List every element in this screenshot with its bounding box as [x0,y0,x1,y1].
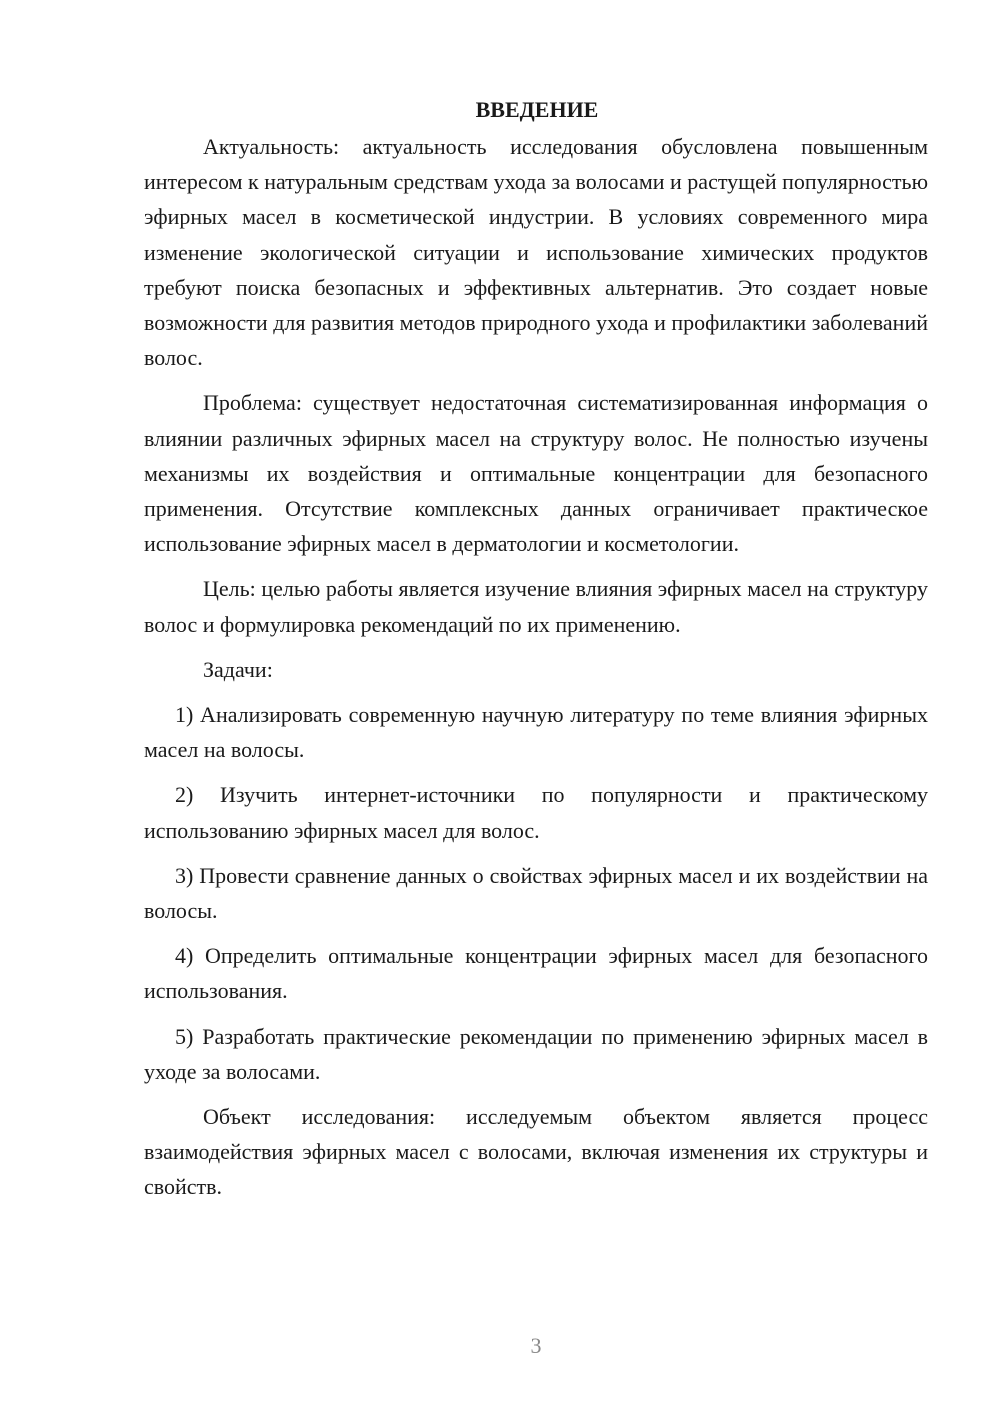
task-item-4: 4) Определить оптимальные концентрации эфирных масел для безопасного использования. [144,943,928,1004]
document-page [144,92,928,1215]
object-paragraph: Объект исследования: исследуемым объектом является процесс взаимодействия эфирных масел с волосами, включая изменения их структуры и свойств. [144,1104,928,1200]
task-item-3: 3) Провести сравнение данных о свойствах эфирных масел и их воздействии на волосы. [144,862,928,924]
task-item-1: 1) Анализировать современную научную литературу по теме влияния эфирных масел на волосы. [144,702,928,763]
page-number: 3 [530,1333,542,1358]
problem-paragraph: Проблема: существует недостаточная систематизированная информация о влиянии различных эфирных масел на структуру волос. Не полностью изучены механизмы их воздействия и оптимальные концентрации для безопасного применения. Отсутствие комплексных данных ограничивает практическое использование эфирных масел в дерматологии и косметологии. [144,390,928,557]
relevance-paragraph: Актуальность: актуальность исследования обусловлена повышенным интересом к натуральным средствам ухода за волосами и растущей популярностью эфирных масел в косметической индустрии. В условиях современного мира изменение экологической ситуации и использование химических продуктов требуют поиска безопасных и эффективных альтернатив. Это создает новые возможности для развития методов природного ухода и профилактики заболеваний волос. [144,134,928,371]
task-item-2: 2) Изучить интернет-источники по популярности и практическому использованию эфирных масел для волос. [144,782,928,843]
tasks-label: Задачи: [203,656,273,682]
task-item-5: 5) Разработать практические рекомендации по применению эфирных масел в уходе за волосами. [144,1023,928,1084]
section-heading: ВВЕДЕНИЕ [475,97,599,122]
goal-paragraph: Цель: целью работы является изучение влияния эфирных масел на структуру волос и формулировка рекомендаций по их применению. [144,576,928,637]
